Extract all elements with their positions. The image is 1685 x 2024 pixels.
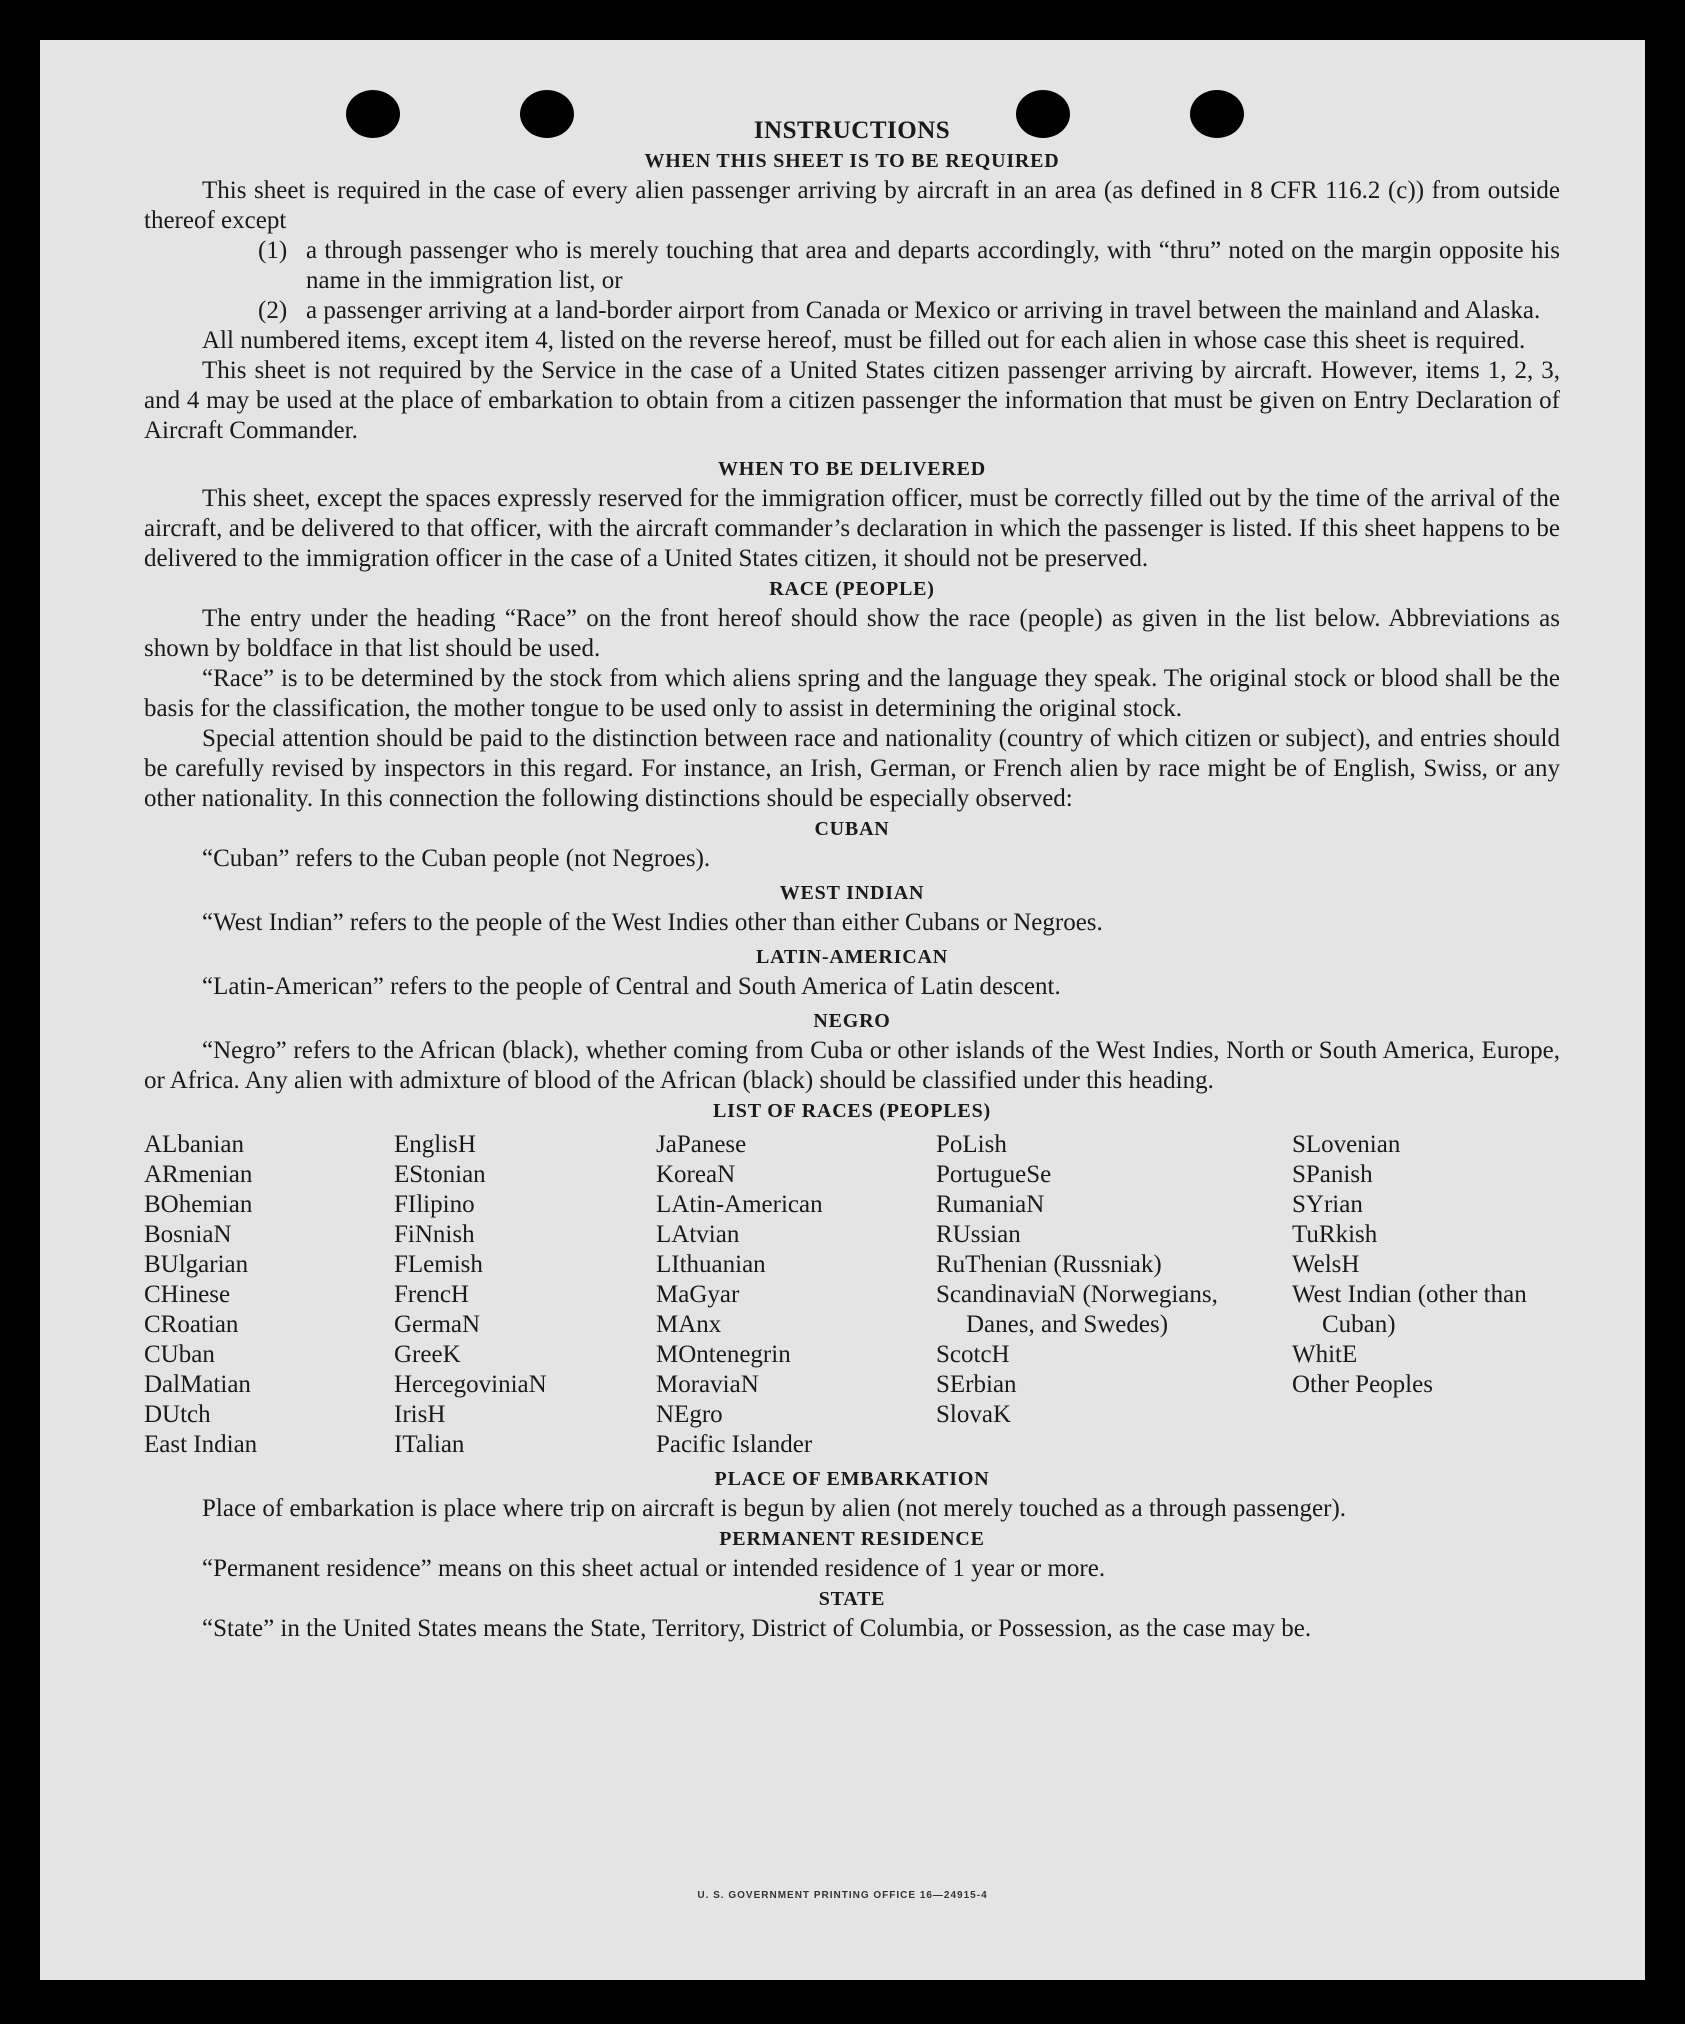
race-item: WhitE bbox=[1292, 1341, 1358, 1368]
race-column bbox=[394, 1130, 656, 1460]
race-item: BUlgarian bbox=[144, 1251, 249, 1278]
race-item: LAtvian bbox=[656, 1221, 740, 1248]
section-heading: LIST OF RACES (PEOPLES) bbox=[713, 1100, 991, 1122]
paragraph: All numbered items, except item 4, listed on the reverse hereof, must be filled out for each alien in whose case this sheet is required. bbox=[202, 327, 1526, 354]
race-item: EStonian bbox=[394, 1161, 486, 1188]
race-item: ScotcH bbox=[936, 1341, 1010, 1368]
race-item: GermaN bbox=[394, 1311, 481, 1338]
race-item: LIthuanian bbox=[656, 1251, 766, 1278]
race-item: LAtin-American bbox=[656, 1191, 823, 1218]
race-item: GreeK bbox=[394, 1341, 461, 1368]
section-heading: WEST INDIAN bbox=[779, 882, 925, 904]
paragraph: “West Indian” refers to the people of the West Indies other than either Cubans or Negroes. bbox=[202, 909, 1103, 936]
race-item: Other Peoples bbox=[1292, 1371, 1433, 1398]
race-item: ARmenian bbox=[144, 1161, 253, 1188]
race-item: MoraviaN bbox=[656, 1371, 759, 1398]
page-title: INSTRUCTIONS bbox=[753, 117, 951, 144]
race-item: EnglisH bbox=[394, 1131, 476, 1158]
race-item: SlovaK bbox=[936, 1401, 1011, 1428]
item-text: a passenger arriving at a land-border airport from Canada or Mexico or arriving in travel between the mainland and Alaska. bbox=[306, 297, 1541, 324]
section-heading: PERMANENT RESIDENCE bbox=[719, 1528, 985, 1550]
race-column bbox=[1292, 1130, 1560, 1460]
race-column bbox=[936, 1130, 1292, 1460]
paragraph: “Cuban” refers to the Cuban people (not Negroes). bbox=[202, 845, 711, 872]
race-item: HercegoviniaN bbox=[394, 1371, 547, 1398]
section-heading: RACE (PEOPLE) bbox=[769, 578, 935, 600]
race-item: DalMatian bbox=[144, 1371, 251, 1398]
paragraph: This sheet is not required by the Service in the case of a United States citizen passenger arriving by aircraft. However, items 1, 2, 3, and 4 may be used at the place of embarkation to obtain from a citizen passenger the information that must be given on Entry Declaration of Aircraft Commander. bbox=[144, 357, 1560, 444]
printer-imprint: U. S. GOVERNMENT PRINTING OFFICE 16—24915-4 bbox=[697, 1890, 988, 1901]
section-heading: STATE bbox=[818, 1588, 886, 1610]
paragraph: “Latin-American” refers to the people of Central and South America of Latin descent. bbox=[202, 973, 1061, 1000]
race-item: East Indian bbox=[144, 1431, 258, 1458]
race-item: JaPanese bbox=[656, 1131, 747, 1158]
paragraph: This sheet is required in the case of every alien passenger arriving by aircraft in an area (as defined in 8 CFR 116.2 (c)) from outside thereof except bbox=[144, 177, 1560, 234]
race-item: West Indian (other than Cuban) bbox=[1292, 1281, 1527, 1338]
race-item: FIlipino bbox=[394, 1191, 475, 1218]
race-item: RuThenian (Russniak) bbox=[936, 1251, 1162, 1278]
race-item: FiNnish bbox=[394, 1221, 475, 1248]
section-heading: CUBAN bbox=[814, 818, 890, 840]
race-item: MaGyar bbox=[656, 1281, 740, 1308]
paragraph: The entry under the heading “Race” on the front hereof should show the race (people) as given in the list below. Abbreviations as shown by boldface in that list should be used. bbox=[144, 605, 1560, 662]
section-heading: PLACE OF EMBARKATION bbox=[714, 1468, 990, 1490]
instructions-content bbox=[144, 116, 1560, 1644]
race-item: FLemish bbox=[394, 1251, 483, 1278]
race-item: BOhemian bbox=[144, 1191, 253, 1218]
paragraph: “Permanent residence” means on this sheet actual or intended residence of 1 year or more. bbox=[202, 1555, 1106, 1582]
race-item: SPanish bbox=[1292, 1161, 1373, 1188]
paragraph: Place of embarkation is place where trip on aircraft is begun by alien (not merely touched as a through passenger). bbox=[202, 1495, 1347, 1522]
race-item: RUssian bbox=[936, 1221, 1021, 1248]
numbered-item bbox=[144, 296, 1560, 326]
section-heading: WHEN TO BE DELIVERED bbox=[717, 458, 987, 480]
paragraph: “Negro” refers to the African (black), whether coming from Cuba or other islands of the West Indies, North or South America, Europe, or Africa. Any alien with admixture of blood of the African (black) should be classified under this heading. bbox=[144, 1037, 1560, 1094]
race-item: SYrian bbox=[1292, 1191, 1363, 1218]
race-item: WelsH bbox=[1292, 1251, 1360, 1278]
race-item: CRoatian bbox=[144, 1311, 239, 1338]
race-item: RumaniaN bbox=[936, 1191, 1045, 1218]
race-item: NEgro bbox=[656, 1401, 723, 1428]
item-text: a through passenger who is merely touching that area and departs accordingly, with “thru” noted on the margin opposite his name in the immigration list, or bbox=[306, 237, 1560, 294]
paragraph: “State” in the United States means the State, Territory, District of Columbia, or Possession, as the case may be. bbox=[202, 1615, 1312, 1642]
race-item: CHinese bbox=[144, 1281, 231, 1308]
race-column bbox=[656, 1130, 936, 1460]
race-item: FrencH bbox=[394, 1281, 469, 1308]
race-column bbox=[144, 1130, 394, 1460]
item-number: (2) bbox=[258, 297, 288, 324]
paragraph: This sheet, except the spaces expressly reserved for the immigration officer, must be correctly filled out by the time of the arrival of the aircraft, and be delivered to that officer, with the aircraft commander’s declaration in which the passenger is listed. If this sheet happens to be delivered to the immigration officer in the case of a United States citizen, it should not be preserved. bbox=[144, 485, 1560, 572]
race-item: PortugueSe bbox=[936, 1161, 1052, 1188]
numbered-item bbox=[144, 236, 1560, 296]
race-item: MOntenegrin bbox=[656, 1341, 791, 1368]
race-item: PoLish bbox=[936, 1131, 1007, 1158]
races-list bbox=[144, 1130, 1560, 1460]
race-item: MAnx bbox=[656, 1311, 722, 1338]
race-item: ScandinaviaN (Norwegians, Danes, and Swedes) bbox=[936, 1281, 1218, 1338]
section-heading: WHEN THIS SHEET IS TO BE REQUIRED bbox=[644, 150, 1060, 172]
race-item: BosniaN bbox=[144, 1221, 232, 1248]
race-item: TuRkish bbox=[1292, 1221, 1378, 1248]
document-sheet bbox=[40, 40, 1645, 1980]
race-item: ALbanian bbox=[144, 1131, 244, 1158]
race-item: ITalian bbox=[394, 1431, 465, 1458]
race-item: Pacific Islander bbox=[656, 1431, 813, 1458]
item-number: (1) bbox=[258, 237, 288, 264]
paragraph: Special attention should be paid to the distinction between race and nationality (country of which citizen or subject), and entries should be carefully revised by inspectors in this regard. For instance, an Irish, German, or French alien by race might be of English, Swiss, or any other nationality. In this connection the following distinctions should be especially observed: bbox=[144, 725, 1560, 812]
race-item: SErbian bbox=[936, 1371, 1017, 1398]
section-heading: NEGRO bbox=[813, 1010, 891, 1032]
race-item: IrisH bbox=[394, 1401, 446, 1428]
race-item: DUtch bbox=[144, 1401, 211, 1428]
section-heading: LATIN-AMERICAN bbox=[756, 946, 948, 968]
race-item: KoreaN bbox=[656, 1161, 736, 1188]
race-item: SLovenian bbox=[1292, 1131, 1401, 1158]
paragraph: “Race” is to be determined by the stock from which aliens spring and the language they speak. The original stock or blood shall be the basis for the classification, the mother tongue to be used only to assist in determining the original stock. bbox=[144, 665, 1560, 722]
race-item: CUban bbox=[144, 1341, 215, 1368]
